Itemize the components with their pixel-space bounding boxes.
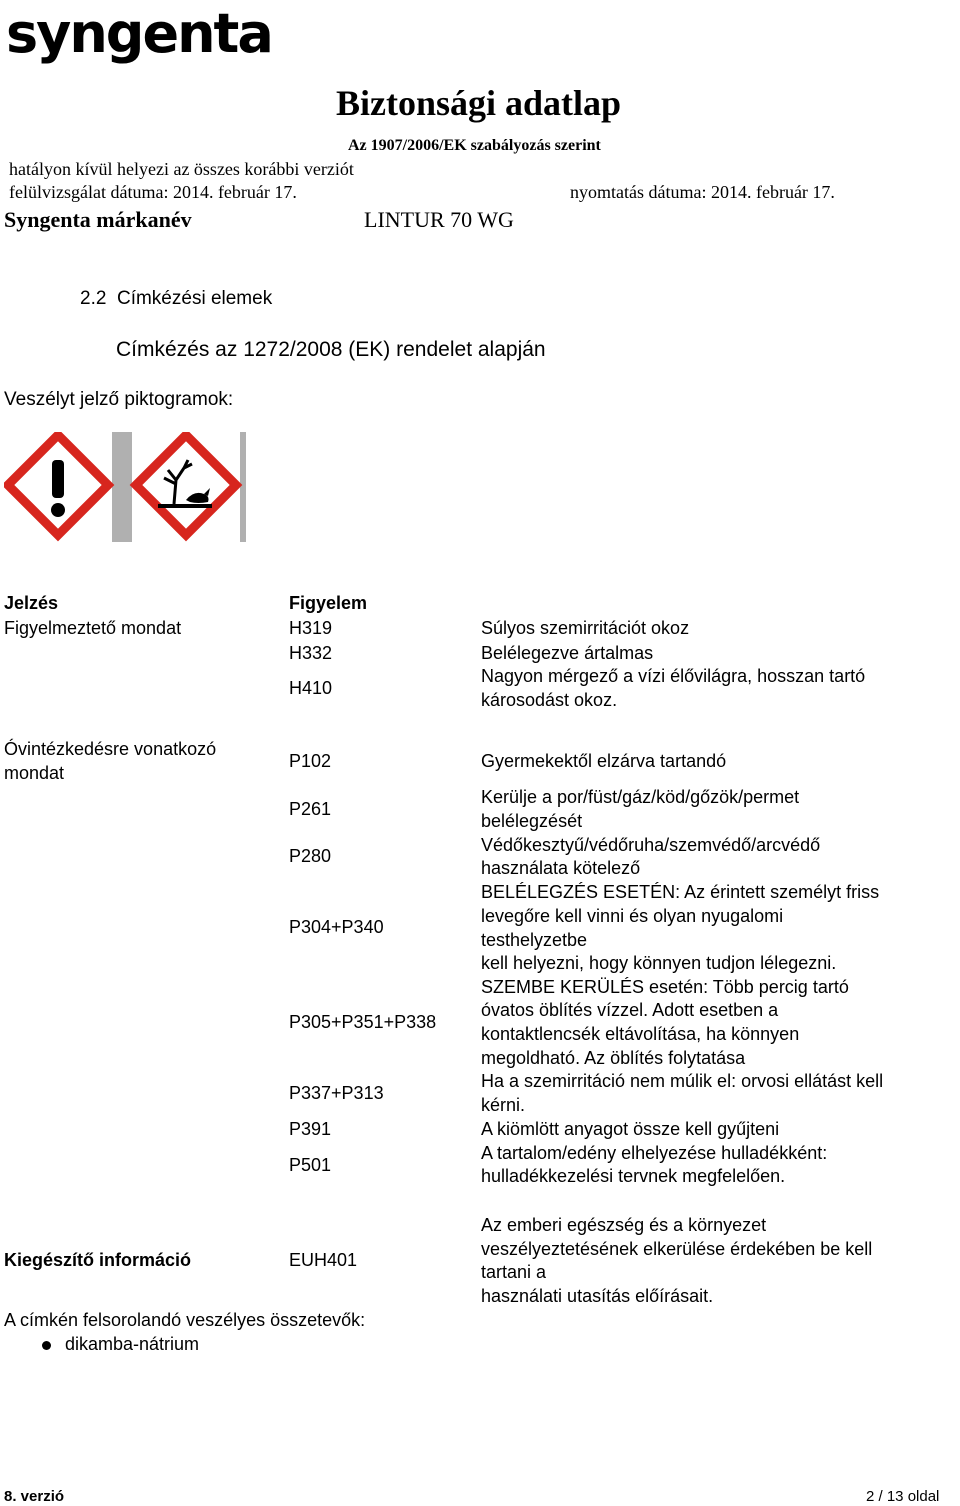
- precaution-code: P280: [289, 846, 332, 866]
- section-heading: [80, 287, 272, 311]
- signal-word-label: Jelzés: [4, 593, 59, 613]
- precaution-text-line: testhelyzetbe: [481, 930, 588, 950]
- precaution-text-line: megoldható. Az öblítés folytatása: [481, 1048, 746, 1068]
- hazard-code: H410: [289, 678, 333, 698]
- bullet-icon: [42, 1341, 51, 1350]
- precaution-label-line: Óvintézkedésre vonatkozó: [4, 739, 217, 759]
- precaution-text-line: használata kötelező: [481, 858, 641, 878]
- supplementary-text-line: tartani a: [481, 1262, 547, 1282]
- document-version: 8. verzió: [4, 1488, 65, 1505]
- section-number: 2.2: [80, 288, 107, 309]
- supersedes-note: hatályon kívül helyezi az összes korábbi verziót: [9, 159, 354, 179]
- hazard-pictograms: [4, 432, 246, 542]
- page-number: 2 / 13 oldal: [866, 1488, 940, 1505]
- document-title: Biztonsági adatlap: [336, 83, 622, 123]
- hazard-code: H319: [289, 618, 333, 638]
- brand-label: Syngenta márkanév: [4, 207, 192, 232]
- precaution-text-line: SZEMBE KERÜLÉS esetén: Több percig tartó: [481, 977, 849, 997]
- environment-hazard-icon: [136, 435, 236, 535]
- supplementary-code: EUH401: [289, 1250, 358, 1270]
- precaution-text-line: belélegzését: [481, 811, 583, 831]
- product-name: LINTUR 70 WG: [364, 207, 514, 232]
- supplementary-text-line: használati utasítás előírásait.: [481, 1286, 714, 1306]
- ingredient-item: [42, 1333, 199, 1357]
- signal-word-value: Figyelem: [289, 593, 368, 613]
- pictograms-label: Veszélyt jelző piktogramok:: [4, 389, 234, 410]
- revision-date: felülvizsgálat dátuma: 2014. február 17.: [9, 182, 297, 202]
- precaution-text-line: A kiömlött anyagot össze kell gyűjteni: [481, 1119, 780, 1139]
- hazard-code: H332: [289, 643, 333, 663]
- precaution-text-line: Ha a szemirritáció nem múlik el: orvosi ellátást kell: [481, 1071, 884, 1091]
- supplementary-label: Kiegészítő információ: [4, 1250, 192, 1270]
- hazard-text: Belélegezve ártalmas: [481, 643, 654, 663]
- precaution-label-line: mondat: [4, 762, 65, 783]
- hazard-text: Nagyon mérgező a vízi élővilágra, hosszan tartó károsodást okoz.: [481, 666, 866, 710]
- precaution-text-line: hulladékkezelési tervnek megfelelően.: [481, 1166, 786, 1186]
- ingredient-name: dikamba-nátrium: [65, 1334, 200, 1354]
- precaution-code: P391: [289, 1119, 332, 1139]
- precaution-code: P304+P340: [289, 917, 384, 937]
- supplementary-text-line: veszélyeztetésének elkerülése érdekében be kell: [481, 1239, 873, 1259]
- print-date: nyomtatás dátuma: 2014. február 17.: [570, 182, 835, 202]
- labelling-regulation: Címkézés az 1272/2008 (EK) rendelet alapján: [116, 338, 546, 361]
- section-title: Címkézési elemek: [116, 288, 273, 309]
- precaution-text-line: levegőre kell vinni és olyan nyugalomi: [481, 906, 784, 926]
- precaution-text-line: Kerülje a por/füst/gáz/köd/gőzök/permet: [481, 787, 800, 807]
- precaution-code: P102: [289, 751, 332, 771]
- precaution-text-line: kérni.: [481, 1095, 526, 1115]
- regulation-subtitle: Az 1907/2006/EK szabályozás szerint: [348, 137, 601, 154]
- precaution-code: P261: [289, 799, 332, 819]
- precaution-text-line: Gyermekektől elzárva tartandó: [481, 751, 727, 771]
- ingredients-label: A címkén felsorolandó veszélyes összetevők:: [4, 1310, 366, 1330]
- hazard-text: Súlyos szemirritációt okoz: [481, 618, 690, 638]
- precaution-text-line: kontaktlencsék eltávolítása, ha könnyen: [481, 1024, 800, 1044]
- precaution-text-line: A tartalom/edény elhelyezése hulladékként:: [481, 1143, 828, 1163]
- supplementary-text-line: Az emberi egészség és a környezet: [481, 1215, 767, 1235]
- exclamation-mark-icon: [8, 435, 108, 535]
- precaution-code: P305+P351+P338: [289, 1012, 437, 1032]
- precaution-text-line: Védőkesztyű/védőruha/szemvédő/arcvédő: [481, 835, 821, 855]
- precaution-text-line: óvatos öblítés vízzel. Adott esetben a: [481, 1000, 779, 1020]
- precaution-label: [4, 738, 216, 785]
- precaution-text-line: BELÉLEGZÉS ESETÉN: Az érintett személyt friss: [481, 882, 880, 902]
- company-logo: syngenta: [6, 2, 272, 65]
- hazard-statements-label: Figyelmeztető mondat: [4, 618, 182, 638]
- precaution-code: P337+P313: [289, 1083, 384, 1103]
- precaution-text-line: kell helyezni, hogy könnyen tudjon lélegezni.: [481, 953, 837, 973]
- precaution-code: P501: [289, 1155, 332, 1175]
